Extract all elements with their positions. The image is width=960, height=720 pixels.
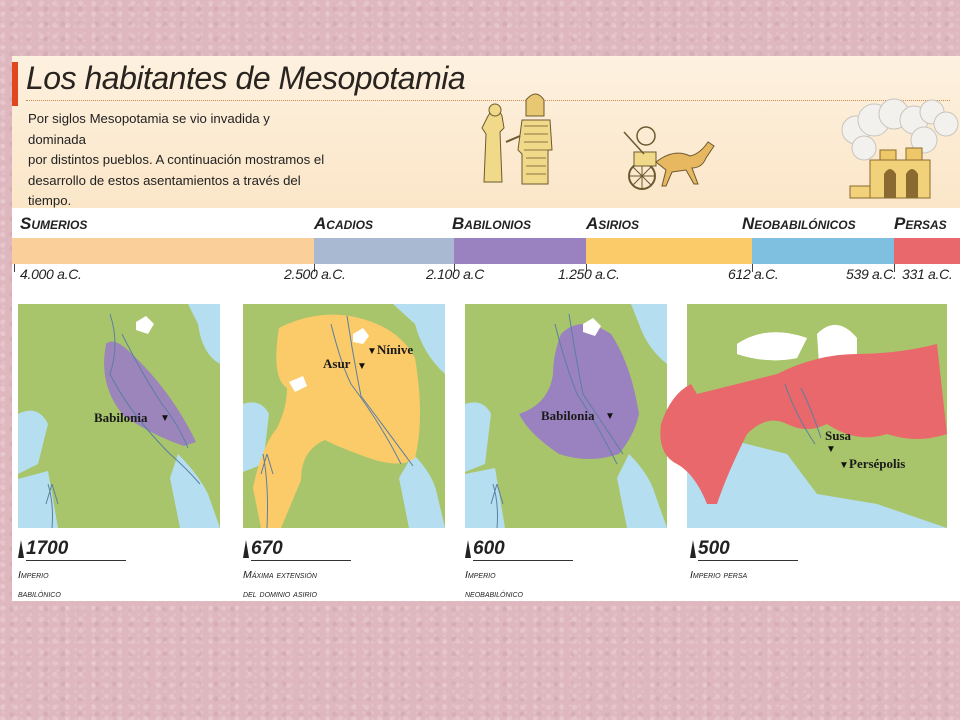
period-name-sumerios: Sumerios — [20, 214, 88, 233]
intro-line: desarrollo de estos asentamientos a través del — [28, 172, 301, 188]
marker-triangle-icon — [465, 540, 471, 558]
city-label-persepolis: Persépolis — [849, 456, 906, 471]
caption-text — [243, 566, 317, 604]
caption-text — [465, 566, 523, 604]
city-label-ninive: Nínive — [377, 342, 414, 357]
map-card-babylonian — [18, 304, 220, 528]
scribe-statue-illustration — [478, 86, 558, 198]
period-name-acadios: Acadios — [314, 214, 373, 233]
marker-triangle-icon: ▼ — [839, 460, 849, 471]
city-label-babilonia: Babilonia — [94, 410, 148, 425]
caption-line: Imperio — [18, 569, 49, 581]
map-graphic — [243, 304, 445, 528]
caption-rule — [26, 560, 126, 561]
map-graphic — [687, 304, 947, 528]
timeline-bar-acadios — [314, 238, 454, 264]
page-title: Los habitantes de Mesopotamia — [26, 60, 466, 96]
timeline-tick — [14, 264, 15, 272]
marker-triangle-icon: ▼ — [160, 413, 170, 424]
marker-triangle-icon: ▼ — [357, 361, 367, 372]
caption-year: 670 — [251, 538, 283, 559]
city-label-babilonia: Babilonia — [541, 408, 595, 423]
date-label: 2.500 a.C. — [284, 266, 346, 282]
map-card-assyrian — [243, 304, 445, 528]
chariot-illustration — [620, 122, 720, 194]
period-name-babilonios: Babilonios — [452, 214, 531, 233]
marker-triangle-icon — [690, 540, 696, 558]
timeline-bar-sumerios — [12, 238, 314, 264]
period-name-asirios: Asirios — [586, 214, 639, 233]
date-label: 4.000 a.C. — [20, 266, 82, 282]
intro-line: tiempo. — [28, 193, 72, 208]
city-label-susa: Susa — [825, 428, 852, 443]
caption-line: neobabilónico — [465, 588, 523, 600]
period-name-persas: Persas — [894, 214, 947, 233]
date-label: 331 a.C. — [902, 266, 953, 282]
ziggurat-illustration — [836, 90, 960, 198]
date-label: 2.100 a.C — [426, 266, 485, 282]
marker-triangle-icon — [243, 540, 249, 558]
timeline-bar-persas — [894, 238, 960, 264]
timeline-bar-asirios — [586, 238, 752, 264]
period-name-neobabilonicos: Neobabilónicos — [742, 214, 856, 233]
map-card-persian — [687, 304, 906, 528]
caption-year: 500 — [698, 538, 730, 559]
title-accent-bar — [12, 62, 18, 106]
marker-triangle-icon: ▼ — [605, 411, 615, 422]
caption-line: del dominio asirio — [243, 588, 317, 600]
caption-text — [18, 566, 61, 604]
caption-rule — [251, 560, 351, 561]
date-label: 1.250 a.C. — [558, 266, 620, 282]
intro-text — [28, 109, 328, 212]
map-card-neobabylonian — [465, 304, 667, 528]
caption-year: 600 — [473, 538, 505, 559]
timeline-bar-neobabilonicos — [752, 238, 894, 264]
header-band — [12, 56, 960, 208]
date-label: 539 a.C. — [846, 266, 897, 282]
intro-line: por distintos pueblos. A continuación mostramos el — [28, 152, 325, 167]
timeline-bar-babilonios — [454, 238, 586, 264]
caption-rule — [698, 560, 798, 561]
slide-panel — [12, 56, 960, 601]
marker-triangle-icon: ▼ — [826, 444, 836, 455]
city-label-asur: Asur — [323, 356, 351, 371]
timeline — [12, 208, 960, 288]
caption-line: Imperio — [465, 569, 496, 581]
marker-triangle-icon — [18, 540, 24, 558]
caption-rule — [473, 560, 573, 561]
marker-triangle-icon: ▼ — [367, 346, 377, 357]
intro-line: Por siglos Mesopotamia se vio invadida y dominada — [28, 111, 270, 147]
caption-text — [690, 566, 747, 585]
caption-line: babilónico — [18, 588, 61, 600]
caption-line: Máxima extensión — [243, 569, 317, 581]
caption-year: 1700 — [26, 538, 69, 559]
caption-line: Imperio persa — [690, 569, 748, 581]
date-label: 612 a.C. — [728, 266, 779, 282]
